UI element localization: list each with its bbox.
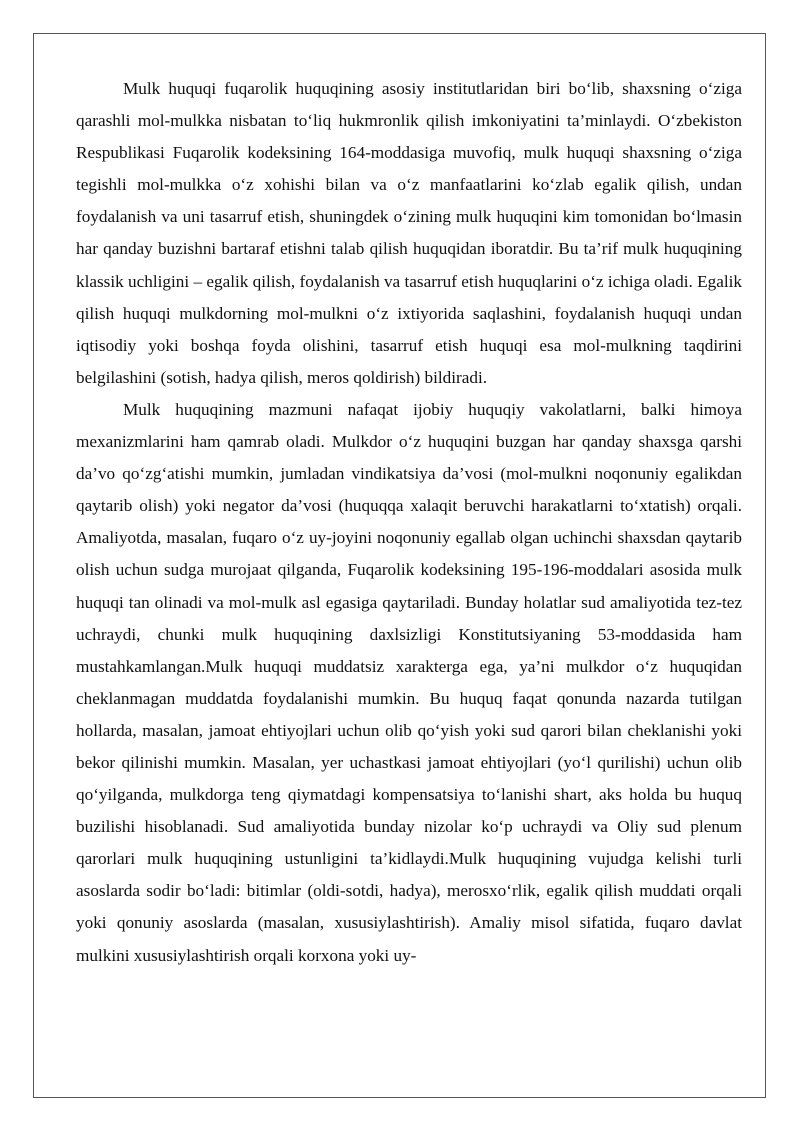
document-body bbox=[76, 73, 742, 972]
paragraph-ownership-definition: Mulk huquqi fuqarolik huquqining asosiy institutlaridan biri bo‘lib, shaxsning o‘ziga qarashli mol-mulkka nisbatan to‘liq hukmronlik qilish imkoniyatini ta’minlaydi. O‘zbekiston Respublikasi Fuqarolik kodeksining 164-moddasiga muvofiq, mulk huquqi shaxsning o‘ziga tegishli mol-mulkka o‘z xohishi bilan va o‘z manfaatlarini ko‘zlab egalik qilish, undan foydalanish va uni tasarruf etish, shuningdek o‘zining mulk huquqini kim tomonidan bo‘lmasin har qanday buzishni bartaraf etishni talab qilish huquqidan iboratdir. Bu ta’rif mulk huquqining klassik uchligini – egalik qilish, foydalanish va tasarruf etish huquqlarini o‘z ichiga oladi. Egalik qilish huquqi mulkdorning mol-mulkni o‘z ixtiyorida saqlashini, foydalanish huquqi undan iqtisodiy yoki boshqa foyda olishini, tasarruf etish huquqi esa mol-mulkning taqdirini belgilashini (sotish, hadya qilish, meros qoldirish) bildiradi. bbox=[76, 79, 742, 387]
paragraph-ownership-content: Mulk huquqining mazmuni nafaqat ijobiy huquqiy vakolatlarni, balki himoya mexanizmlarini ham qamrab oladi. Mulkdor o‘z huquqini buzgan har qanday shaxsga qarshi da’vo qo‘zg‘atishi mumkin, jumladan vindikatsiya da’vosi (mol-mulkni noqonuniy egalikdan qaytarib olish) yoki negator da’vosi (huquqqa xalaqit beruvchi harakatlarni to‘xtatish) orqali. Amaliyotda, masalan, fuqaro o‘z uy-joyini noqonuniy egallab olgan uchinchi shaxsdan qaytarib olish uchun sudga murojaat qilganda, Fuqarolik kodeksining 195-196-moddalari asosida mulk huquqi tan olinadi va mol-mulk asl egasiga qaytariladi. Bunday holatlar sud amaliyotida tez-tez uchraydi, chunki mulk huquqining daxlsizligi Konstitutsiyaning 53-moddasida ham mustahkamlangan.Mulk huquqi muddatsiz xarakterga ega, ya’ni mulkdor o‘z huquqidan cheklanmagan muddatda foydalanishi mumkin. Bu huquq faqat qonunda nazarda tutilgan hollarda, masalan, jamoat ehtiyojlari uchun olib qo‘yish yoki sud qarori bilan cheklanishi yoki bekor qilinishi mumkin. Masalan, yer uchastkasi jamoat ehtiyojlari (yo‘l qurilishi) uchun olib qo‘yilganda, mulkdorga teng qiymatdagi kompensatsiya to‘lanishi shart, aks holda bu huquq buzilishi hisoblanadi. Sud amaliyotida bunday nizolar ko‘p uchraydi va Oliy sud plenum qarorlari mulk huquqining ustunligini ta’kidlaydi.Mulk huquqining vujudga kelishi turli asoslarda sodir bo‘ladi: bitimlar (oldi-sotdi, hadya), merosxo‘rlik, egalik qilish muddati orqali yoki qonuniy asoslarda (masalan, xususiylashtirish). Amaliy misol sifatida, fuqaro davlat mulkini xususiylashtirish orqali korxona yoki uy- bbox=[76, 399, 742, 965]
